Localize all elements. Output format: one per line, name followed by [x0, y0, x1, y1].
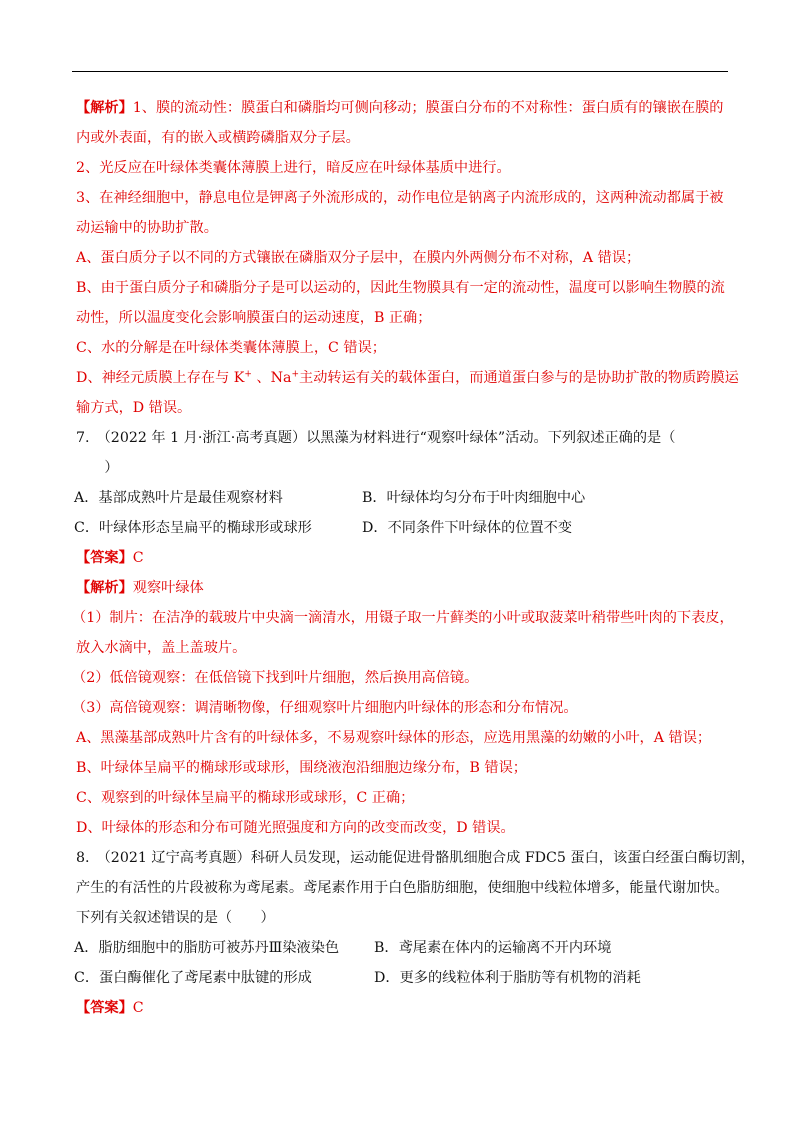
analysis-line: 2、光反应在叶绿体类囊体薄膜上进行，暗反应在叶绿体基质中进行。 [76, 160, 511, 176]
question-stem: 8. （2021 辽宁高考真题）科研人员发现，运动能促进骨骼肌细胞合成 FDC5 蛋白，该蛋白经蛋白酶切割， [76, 850, 755, 866]
options-row [72, 963, 728, 993]
analysis-line: 3、在神经细胞中，静息电位是钾离子外流形成的，动作电位是钠离子内流形成的，这两种流动都属于被 [76, 190, 724, 206]
answer-value: C [132, 1000, 144, 1016]
analysis-line: B、由于蛋白质分子和磷脂分子是可以运动的，因此生物膜具有一定的流动性，温度可以影响生物膜的流 [76, 280, 725, 296]
answer-value: C [132, 550, 144, 566]
option-b: B．鸢尾素在体内的运输离不开内环境 [374, 940, 612, 956]
analysis-line: 放入水滴中，盖上盖玻片。 [76, 640, 247, 656]
answer-tag: 【答案】 [76, 1000, 133, 1016]
options-row [72, 513, 728, 543]
question-stem: 下列有关叙述错误的是（ ） [76, 910, 275, 926]
options-row [72, 483, 728, 513]
question-stem: 产生的有活性的片段被称为鸢尾素。鸢尾素作用于白色脂肪细胞，使细胞中线粒体增多，能量代谢加快。 [76, 880, 729, 896]
analysis-line [72, 363, 739, 393]
analysis-text: 观察叶绿体 [132, 580, 204, 596]
analysis-line: D、叶绿体的形态和分布可随光照强度和方向的改变而改变，D 错误。 [76, 820, 515, 836]
option-c: C．蛋白酶催化了鸢尾素中肽键的形成 [74, 970, 312, 986]
analysis-line: C、水的分解是在叶绿体类囊体薄膜上，C 错误； [76, 340, 386, 356]
header-rule [72, 71, 728, 72]
document-page [72, 93, 755, 1023]
option-a: A．基部成熟叶片是最佳观察材料 [74, 490, 283, 506]
option-b: B．叶绿体均匀分布于叶肉细胞中心 [362, 490, 586, 506]
option-d: D．更多的线粒体利于脂肪等有机物的消耗 [374, 970, 641, 986]
analysis-line: 动运输中的协助扩散。 [76, 220, 218, 236]
analysis-line: （1）制片：在洁净的载玻片中央滴一滴清水，用镊子取一片藓类的小叶或取菠菜叶稍带些叶肉的下表皮， [72, 610, 734, 626]
analysis-line [72, 573, 728, 603]
analysis-tag: 【解析】 [76, 100, 133, 116]
analysis-line: A、蛋白质分子以不同的方式镶嵌在磷脂双分子层中，在膜内外两侧分布不对称，A 错误； [76, 250, 641, 266]
option-d: D．不同条件下叶绿体的位置不变 [362, 520, 573, 536]
superscript: + [244, 369, 252, 380]
analysis-line: （2）低倍镜观察：在低倍镜下找到叶片细胞，然后换用高倍镜。 [72, 670, 479, 686]
text-fragment: 、Na [251, 370, 292, 386]
analysis-line: 输方式，D 错误。 [76, 400, 192, 416]
analysis-line: 动性，所以温度变化会影响膜蛋白的运动速度，B 正确； [76, 310, 432, 326]
analysis-line: C、观察到的叶绿体呈扁平的椭球形或球形，C 正确； [76, 790, 415, 806]
analysis-tag: 【解析】 [76, 580, 133, 596]
analysis-line: 1、膜的流动性：膜蛋白和磷脂均可侧向移动；膜蛋白分布的不对称性：蛋白质有的镶嵌在膜的 [132, 100, 724, 116]
analysis-line: （3）高倍镜观察：调清晰物像，仔细观察叶片细胞内叶绿体的形态和分布情况。 [72, 700, 578, 716]
analysis-paragraph [72, 93, 728, 123]
analysis-line: A、黑藻基部成熟叶片含有的叶绿体多，不易观察叶绿体的形态，应选用黑藻的幼嫩的小叶，A 错误； [76, 730, 712, 746]
answer-line [72, 993, 728, 1023]
superscript: + [291, 369, 300, 380]
analysis-line: 内或外表面，有的嵌入或横跨磷脂双分子层。 [76, 130, 360, 146]
text-fragment: D、神经元质膜上存在与 K [76, 370, 245, 386]
answer-line [72, 543, 728, 573]
options-row [72, 933, 728, 963]
option-a: A．脂肪细胞中的脂肪可被苏丹Ⅲ染液染色 [74, 940, 340, 956]
text-fragment: 主动转运有关的载体蛋白，而通道蛋白参与的是协助扩散的物质跨膜运 [299, 370, 739, 386]
answer-tag: 【答案】 [76, 550, 133, 566]
question-stem: 7. （2022 年 1 月·浙江·高考真题）以黑藻为材料进行“观察叶绿体”活动。下列叙述正确的是（ [76, 430, 676, 446]
analysis-line: B、叶绿体呈扁平的椭球形或球形，围绕液泡沿细胞边缘分布，B 错误； [76, 760, 527, 776]
option-c: C．叶绿体形态呈扁平的椭球形或球形 [74, 520, 312, 536]
question-stem: ） [76, 460, 119, 476]
